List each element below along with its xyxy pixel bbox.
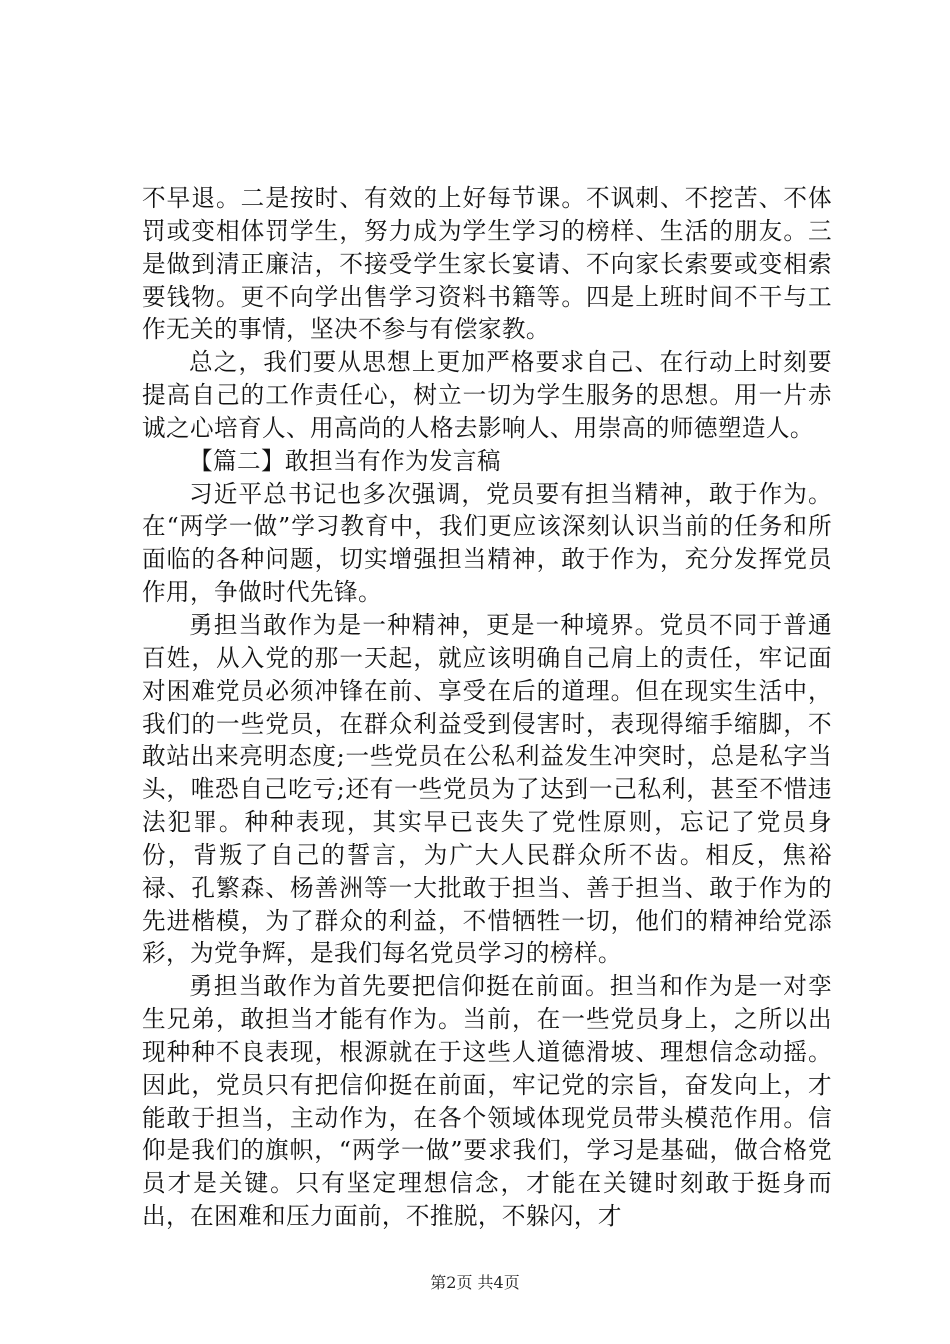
paragraph-4: 勇担当敢作为是一种精神，更是一种境界。党员不同于普通百姓，从入党的那一天起，就应该明确自己肩上的责任，牢记面对困难党员必须冲锋在前、享受在后的道理。但在现实生活中，我们的一些党员，在群众利益受到侵害时，表现得缩手缩脚，不敢站出来亮明态度;一些党员在公私利益发生冲突时，总是私字当头，唯恐自己吃亏;还有一些党员为了达到一己私利，甚至不惜违法犯罪。种种表现，其实早已丧失了党性原则，忘记了党员身份，背叛了自己的誓言，为广大人民群众所不齿。相反，焦裕禄、孔繁森、杨善洲等一大批敢于担当、善于担当、敢于作为的先进楷模，为了群众的利益，不惜牺牲一切，他们的精神给党添彩，为党争辉，是我们每名党员学习的榜样。 — [142, 610, 832, 968]
section-heading: 【篇二】敢担当有作为发言稿 — [189, 446, 501, 475]
document-body — [142, 182, 832, 1233]
paragraph-5: 勇担当敢作为首先要把信仰挺在前面。担当和作为是一对孪生兄弟，敢担当才能有作为。当前，在一些党员身上，之所以出现种种不良表现，根源就在于这些人道德滑坡、理想信念动摇。因此，党员只有把信仰挺在前面，牢记党的宗旨，奋发向上，才能敢于担当，主动作为，在各个领域体现党员带头模范作用。信仰是我们的旗帜，“两学一做”要求我们，学习是基础，做合格党员才是关键。只有坚定理想信念，才能在关键时刻敢于挺身而出，在困难和压力面前，不推脱，不躲闪，才 — [142, 972, 832, 1231]
paragraph-3: 习近平总书记也多次强调，党员要有担当精神，敢于作为。在“两学一做”学习教育中，我们更应该深刻认识当前的任务和所面临的各种问题，切实增强担当精神，敢于作为，充分发挥党员作用，争做时代先锋。 — [142, 479, 832, 607]
paragraph-1: 不早退。二是按时、有效的上好每节课。不讽刺、不挖苦、不体罚或变相体罚学生，努力成为学生学习的榜样、生活的朋友。三是做到清正廉洁，不接受学生家长宴请、不向家长索要或变相索要钱物。更不向学出售学习资料书籍等。四是上班时间不干与工作无关的事情，坚决不参与有偿家教。 — [142, 184, 832, 344]
page-number-footer: 第2页 共4页 — [430, 1273, 520, 1292]
paragraph-2: 总之，我们要从思想上更加严格要求自己、在行动上时刻要提高自己的工作责任心，树立一切为学生服务的思想。用一片赤诚之心培育人、用高尚的人格去影响人、用崇高的师德塑造人。 — [142, 348, 832, 442]
